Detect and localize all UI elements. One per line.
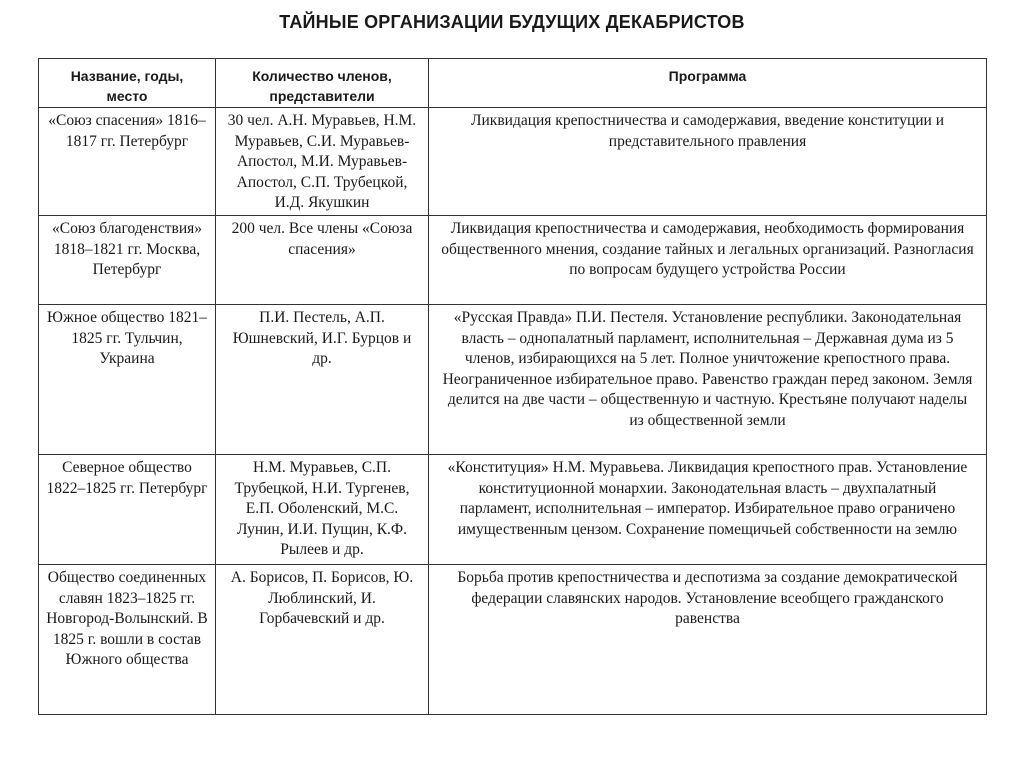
cell-program: Борьба против крепостничества и деспотизма за создание демократической федерации славянских народов. Установление всеобщего гражданского равенства [429, 565, 987, 715]
cell-members: А. Борисов, П. Борисов, Ю. Люблинский, И. Горбачевский и др. [216, 565, 429, 715]
cell-name: Общество соединенных славян 1823–1825 гг. Новгород-Волынский. В 1825 г. вошли в состав Южного общества [39, 565, 216, 715]
table-row [39, 108, 987, 216]
cell-members: 200 чел. Все члены «Союза спасения» [216, 216, 429, 305]
header-program: Программа [429, 59, 987, 108]
cell-program: Ликвидация крепостничества и самодержавия, введение конституции и представительного правления [429, 108, 987, 216]
header-name-years-place [39, 59, 216, 108]
cell-members: 30 чел. А.Н. Муравьев, Н.М. Муравьев, С.И. Муравьев-Апостол, М.И. Муравьев-Апостол, С.П. Трубецкой, И.Д. Якушкин [216, 108, 429, 216]
cell-members: Н.М. Муравьев, С.П. Трубецкой, Н.И. Тургенев, Е.П. Оболенский, М.С. Лунин, И.И. Пущин, К.Ф. Рылеев и др. [216, 455, 429, 565]
organizations-table [38, 58, 987, 715]
table-row [39, 216, 987, 305]
table-row [39, 565, 987, 715]
cell-name: «Союз благоденствия» 1818–1821 гг. Москва, Петербург [39, 216, 216, 305]
header-name-line2: место [106, 88, 148, 104]
page-title: ТАЙНЫЕ ОРГАНИЗАЦИИ БУДУЩИХ ДЕКАБРИСТОВ [279, 12, 745, 32]
cell-members: П.И. Пестель, А.П. Юшневский, И.Г. Бурцов и др. [216, 305, 429, 455]
cell-program: Ликвидация крепостничества и самодержавия, необходимость формирования общественного мнения, создание тайных и легальных организаций. Разногласия по вопросам будущего устройства России [429, 216, 987, 305]
table-row [39, 305, 987, 455]
header-members-line1: Количество членов, [252, 68, 392, 84]
header-members [216, 59, 429, 108]
cell-name: Южное общество 1821–1825 гг. Тульчин, Украина [39, 305, 216, 455]
table-header-row [39, 59, 987, 108]
cell-name: «Союз спасения» 1816–1817 гг. Петербург [39, 108, 216, 216]
header-members-line2: представители [269, 88, 375, 104]
cell-program: «Конституция» Н.М. Муравьева. Ликвидация крепостного прав. Установление конституционной монархии. Законодательная власть – двухпалатный парламент, исполнительная – император. Избирательное право ограничено имущественным цензом. Сохранение помещичьей собственности на землю [429, 455, 987, 565]
table-row [39, 455, 987, 565]
header-name-line1: Название, годы, [70, 68, 184, 84]
cell-name: Северное общество 1822–1825 гг. Петербург [39, 455, 216, 565]
cell-program: «Русская Правда» П.И. Пестеля. Установление республики. Законодательная власть – однопалатный парламент, исполнительная – Державная дума из 5 членов, избирающихся на 5 лет. Полное уничтожение крепостного права. Неограниченное избирательное право. Равенство граждан перед законом. Земля делится на две части – общественную и частную. Крестьяне получают наделы из общественной земли [429, 305, 987, 455]
